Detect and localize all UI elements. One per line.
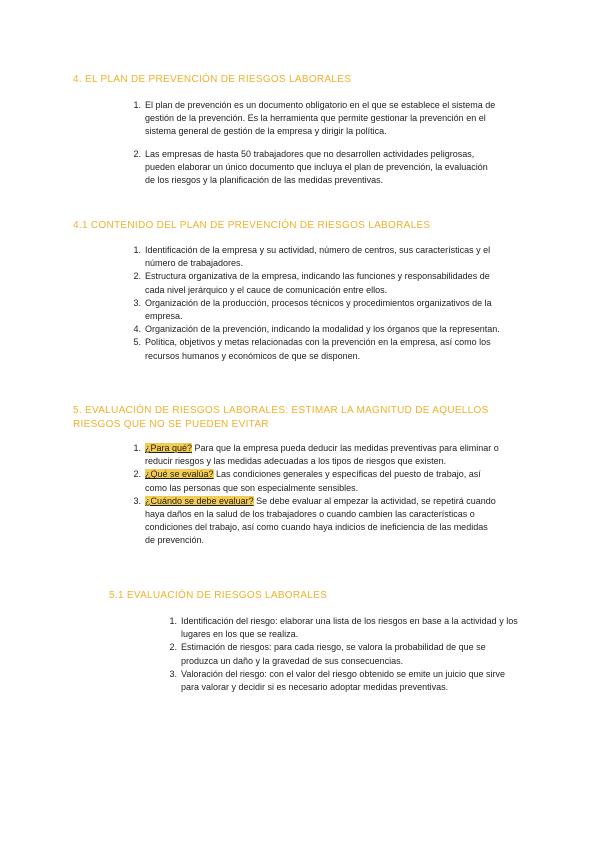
list-number: 4. bbox=[133, 324, 141, 335]
list-item bbox=[133, 336, 505, 362]
list-number: 1. bbox=[169, 616, 177, 626]
list-text: Estimación de riesgos: para cada riesgo, se valora la probabilidad de que se produzca un daño y la gravedad de sus consecuencias. bbox=[181, 642, 486, 666]
list-number: 2. bbox=[133, 271, 141, 282]
list-number: 3. bbox=[133, 495, 141, 506]
list-item bbox=[133, 244, 505, 270]
list-item bbox=[169, 668, 521, 694]
list-number: 1. bbox=[133, 245, 141, 255]
list-text: El plan de prevención es un documento obligatorio en el que se establece el sistema de gestión de la prevención. Es la herramienta que permite gestionar la prevención en el sistema general de gestión de la empresa y dirigir la política. bbox=[145, 100, 496, 137]
list-item bbox=[169, 641, 521, 667]
list-text: Para que la empresa pueda deducir las medidas preventivas para eliminar o reducir riesgos y las medidas adecuadas a los tipos de riesgos que existen. bbox=[145, 443, 499, 467]
list-item bbox=[133, 270, 505, 296]
numbered-list bbox=[169, 615, 521, 694]
list-text: Organización de la producción, procesos técnicos y procedimientos organizativos de la empresa. bbox=[145, 297, 492, 322]
section-heading: 5.1 EVALUACIÓN DE RIESGOS LABORALES bbox=[109, 590, 328, 601]
list-text: Las empresas de hasta 50 trabajadores que no desarrollen actividades peligrosas, pueden elaborar un único documento que incluya el plan de prevención, la evaluación de los riesgos y la planificación de las medidas preventivas. bbox=[145, 149, 488, 186]
list-number: 3. bbox=[133, 297, 141, 308]
list-item bbox=[133, 495, 500, 548]
list-item bbox=[133, 99, 500, 148]
list-number: 3. bbox=[169, 668, 177, 679]
list-number: 2. bbox=[133, 469, 141, 480]
list-item bbox=[133, 148, 500, 188]
section-heading: 5. EVALUACIÓN DE RIESGOS LABORALES: ESTIMAR LA MAGNITUD DE AQUELLOS RIESGOS QUE NO SE PUEDEN EVITAR bbox=[73, 405, 489, 430]
list-item bbox=[133, 468, 500, 494]
list-number: 1. bbox=[133, 443, 141, 453]
highlighted-question: ¿Qué se evalúa? bbox=[145, 469, 214, 480]
numbered-list bbox=[133, 99, 500, 188]
section-heading: 4. EL PLAN DE PREVENCIÓN DE RIESGOS LABORALES bbox=[73, 74, 352, 85]
list-text: Identificación del riesgo: elaborar una lista de los riesgos en base a la actividad y los lugares en los que se realiza. bbox=[181, 616, 518, 640]
list-text: Política, objetivos y metas relacionadas con la prevención en la empresa, así como los recursos humanos y económicos de que se disponen. bbox=[145, 337, 491, 361]
numbered-list bbox=[133, 442, 500, 548]
list-text: Las condiciones generales y específicas del puesto de trabajo, así como las personas que son especialmente sensibles. bbox=[145, 469, 481, 493]
list-item bbox=[133, 442, 500, 468]
numbered-list bbox=[133, 244, 505, 363]
list-text: Valoración del riesgo: con el valor del riesgo obtenido se emite un juicio que sirve para valorar y decidir si es necesario adoptar medidas preventivas. bbox=[181, 668, 506, 693]
highlighted-question: ¿Para qué? bbox=[145, 443, 193, 453]
section-heading: 4.1 CONTENIDO DEL PLAN DE PREVENCIÓN DE RIESGOS LABORALES bbox=[73, 220, 431, 231]
list-text: Identificación de la empresa y su actividad, número de centros, sus características y el número de trabajadores. bbox=[145, 245, 491, 269]
highlighted-question: ¿Cuándo se debe evaluar? bbox=[145, 495, 254, 506]
list-number: 5. bbox=[133, 337, 141, 348]
list-number: 2. bbox=[169, 642, 177, 653]
list-text: Organización de la prevención, indicando la modalidad y los órganos que la representan. bbox=[145, 324, 500, 335]
list-number: 1. bbox=[133, 100, 141, 110]
list-text: Estructura organizativa de la empresa, indicando las funciones y responsabilidades de cada nivel jerárquico y el cauce de comunicación entre ellos. bbox=[145, 271, 490, 295]
list-number: 2. bbox=[133, 149, 141, 159]
list-item bbox=[169, 615, 521, 641]
list-item bbox=[133, 323, 505, 336]
list-text: Se debe evaluar al empezar la actividad, se repetirá cuando haya daños en la salud de los trabajadores o cuando cambien las características o condiciones del trabajo, así como cuando haya indicios de ineficiencia de las medidas de prevención. bbox=[145, 495, 496, 546]
list-item bbox=[133, 297, 505, 323]
